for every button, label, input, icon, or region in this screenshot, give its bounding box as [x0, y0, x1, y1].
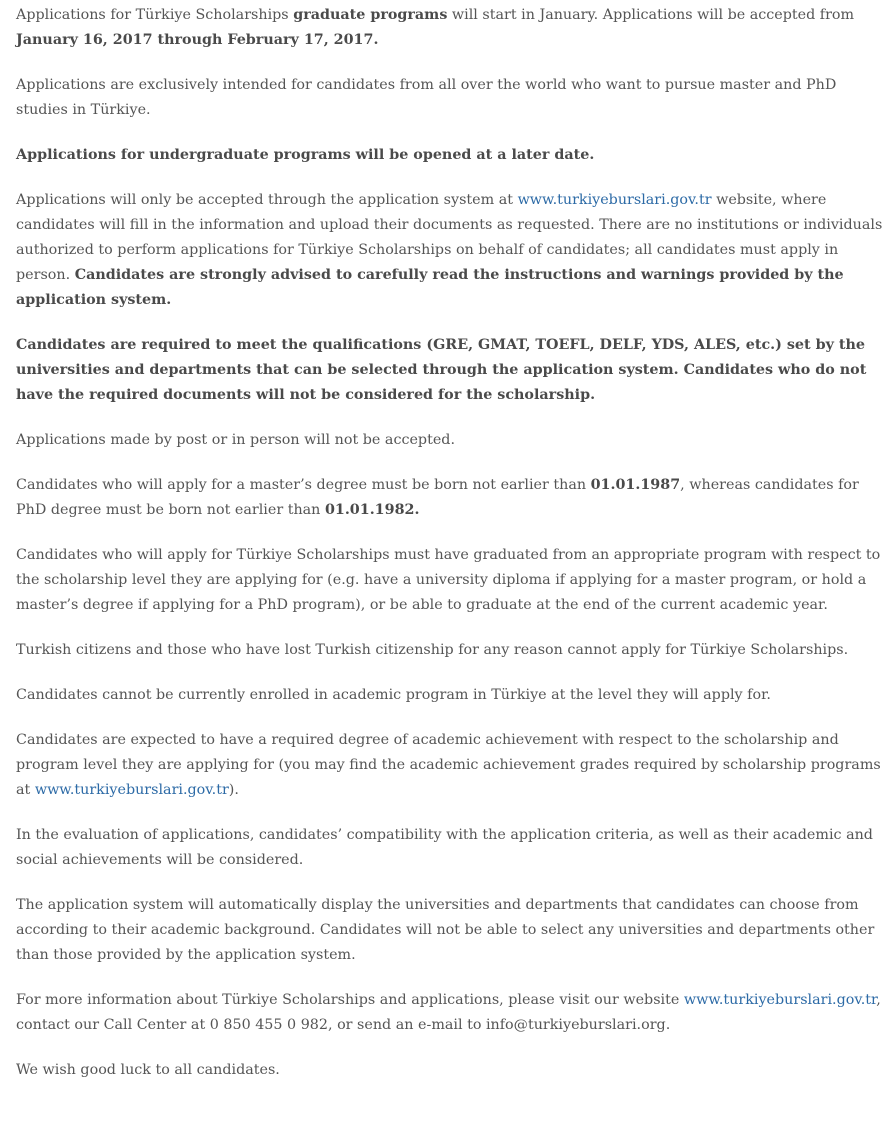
- graduate-programs-emphasis: graduate programs: [293, 7, 448, 23]
- text-segment: Applications are exclusively intended for candidates from all over the world who want to pursue master and PhD studies in Türkiye.: [16, 77, 837, 118]
- announcement-article: [16, 3, 884, 1103]
- text-segment: ).: [228, 782, 239, 798]
- paragraph-enrollment-restriction: [16, 683, 884, 708]
- paragraph-post-applications: [16, 428, 884, 453]
- paragraph-graduation-requirement: [16, 543, 884, 618]
- master-birth-date-limit: 01.01.1987: [590, 477, 681, 493]
- paragraph-university-selection: [16, 893, 884, 968]
- turkiyeburslari-website-link[interactable]: www.turkiyeburslari.gov.tr: [683, 992, 877, 1008]
- turkiyeburslari-website-link[interactable]: www.turkiyeburslari.gov.tr: [34, 782, 229, 798]
- paragraph-evaluation-criteria: [16, 823, 884, 873]
- text-segment: Applications will only be accepted through the application system at: [16, 192, 518, 208]
- paragraph-application-dates: [16, 3, 884, 53]
- paragraph-closing-wish: [16, 1058, 884, 1083]
- text-segment: Candidates cannot be currently enrolled in academic program in Türkiye at the level they will apply for.: [16, 687, 771, 703]
- text-segment: will start in January. Applications will be accepted from: [447, 7, 855, 23]
- paragraph-citizenship-restriction: [16, 638, 884, 663]
- text-segment: Applications made by post or in person will not be accepted.: [16, 432, 455, 448]
- instructions-warning-emphasis: Candidates are strongly advised to carefully read the instructions and warnings provided by the application system.: [16, 267, 844, 308]
- paragraph-contact-info: [16, 988, 884, 1038]
- text-segment: We wish good luck to all candidates.: [16, 1062, 280, 1078]
- text-segment: website, where candidates will fill in the information and upload their documents as requested. There are no institutions or individuals authorized to perform applications for Türkiye Scholarships on behalf of candidates; all candidates must apply in person.: [16, 192, 883, 283]
- paragraph-eligibility-scope: [16, 73, 884, 123]
- text-segment: Candidates are expected to have a required degree of academic achievement with respect to the scholarship and program level they are applying for (you may find the academic achievement grades required by scholarship programs at: [16, 732, 881, 798]
- paragraph-application-system: [16, 188, 884, 313]
- qualifications-text: Candidates are required to meet the qualifications (GRE, GMAT, TOEFL, DELF, YDS, ALES, etc.) set by the universities and departments that can be selected through the application system. Candidates who do not have the required documents will not be considered for the scholarship.: [16, 337, 867, 403]
- text-segment: In the evaluation of applications, candidates’ compatibility with the application criteria, as well as their academic and social achievements will be considered.: [16, 827, 873, 868]
- paragraph-age-limits: [16, 473, 884, 523]
- text-segment: Candidates who will apply for Türkiye Scholarships must have graduated from an appropriate program with respect to the scholarship level they are applying for (e.g. have a university diploma if applying for a master program, or hold a master’s degree if applying for a PhD program), or be able to graduate at the end of the current academic year.: [16, 547, 881, 613]
- undergraduate-notice-text: Applications for undergraduate programs will be opened at a later date.: [16, 147, 595, 163]
- text-segment: Turkish citizens and those who have lost Turkish citizenship for any reason cannot apply for Türkiye Scholarships.: [16, 642, 849, 658]
- phd-birth-date-limit: 01.01.1982.: [324, 502, 420, 518]
- turkiyeburslari-website-link[interactable]: www.turkiyeburslari.gov.tr: [517, 192, 712, 208]
- text-segment: Applications for Türkiye Scholarships: [16, 7, 294, 23]
- text-segment: Candidates who will apply for a master’s degree must be born not earlier than: [16, 477, 591, 493]
- text-segment: The application system will automatically display the universities and departments that candidates can choose from according to their academic background. Candidates will not be able to select any universities and departments other than those provided by the application system.: [16, 897, 875, 963]
- text-segment: For more information about Türkiye Scholarships and applications, please visit our website: [16, 992, 684, 1008]
- application-date-range: January 16, 2017 through February 17, 2017.: [16, 32, 379, 48]
- paragraph-qualifications: [16, 333, 884, 408]
- paragraph-academic-achievement: [16, 728, 884, 803]
- paragraph-undergraduate-notice: [16, 143, 884, 168]
- text-segment: , whereas candidates for PhD degree must be born not earlier than: [16, 477, 859, 518]
- text-segment: , contact our Call Center at 0 850 455 0 982, or send an e-mail to info@turkiyeburslari.org.: [16, 992, 881, 1033]
